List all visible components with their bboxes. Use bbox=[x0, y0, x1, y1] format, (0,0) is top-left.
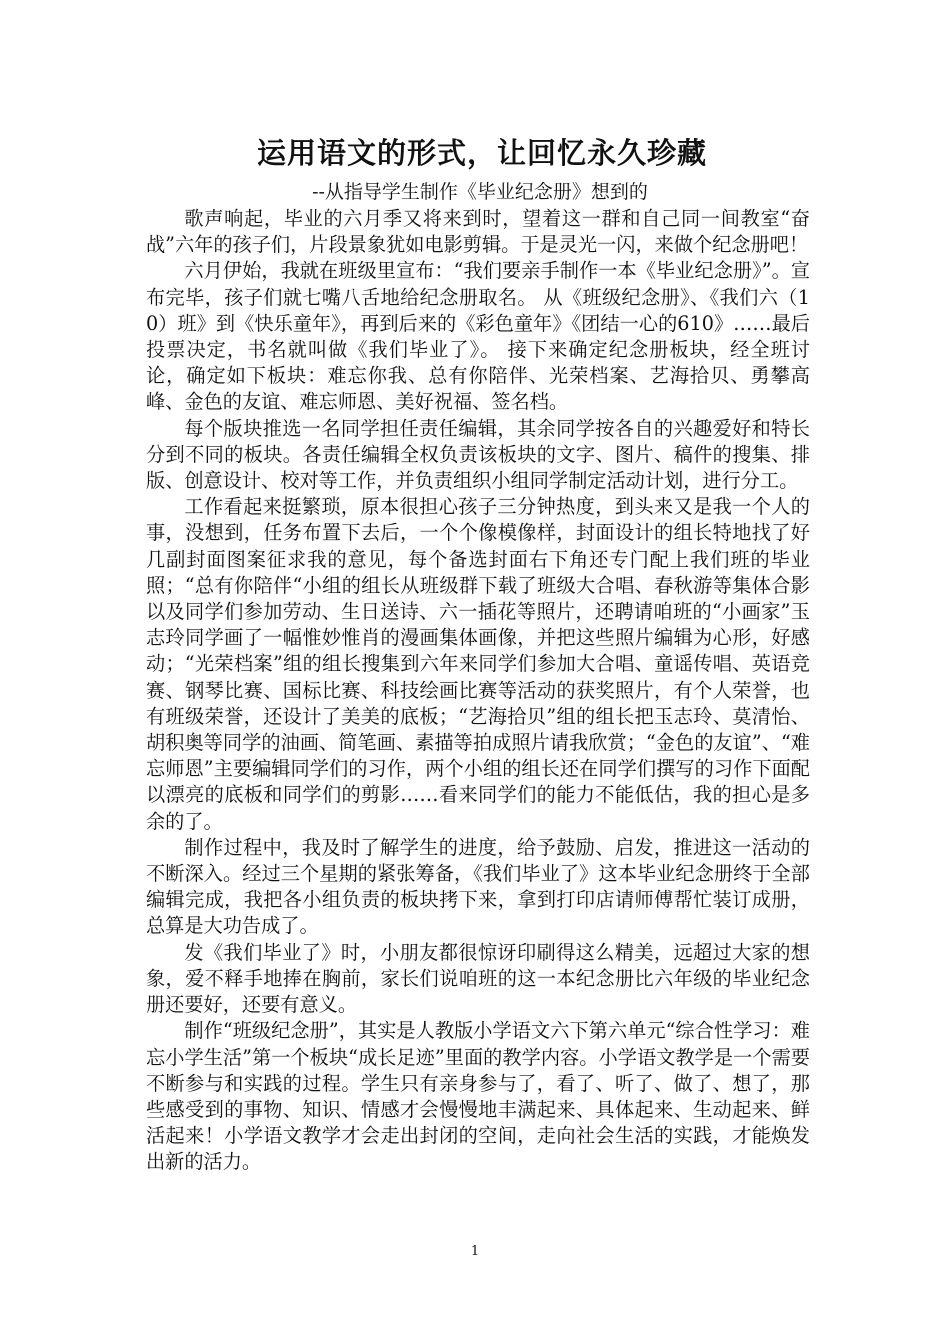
document-body bbox=[146, 128, 810, 1176]
paragraph: 制作“班级纪念册”，其实是人教版小学语文六下第六单元“综合性学习：难忘小学生活”第一个板块“成长足迹”里面的教学内容。小学语文教学是一个需要不断参与和实践的过程。学生只有亲身参与了，看了、听了、做了、想了，那些感受到的事物、知识、情感才会慢慢地丰满起来、具体起来、生动起来、鲜活起来！小学语文教学才会走出封闭的空间，走向社会生活的实践，才能焕发出新的活力。 bbox=[146, 1019, 810, 1174]
paragraph: 歌声响起，毕业的六月季又将来到时，望着这一群和自己同一间教室“奋战”六年的孩子们，片段景象犹如电影剪辑。于是灵光一闪，来做个纪念册吧！ bbox=[146, 207, 810, 257]
paragraph: 每个版块推选一名同学担任责任编辑，其余同学按各自的兴趣爱好和特长分到不同的板块。各责任编辑全权负责该板块的文字、图片、稿件的搜集、排版、创意设计、校对等工作，并负责组织小组同学制定活动计划，进行分工。 bbox=[146, 416, 810, 493]
page-number: 1 bbox=[470, 1244, 480, 1259]
paragraph: 制作过程中，我及时了解学生的进度，给予鼓励、启发，推进这一活动的不断深入。经过三个星期的紧张筹备，《我们毕业了》这本毕业纪念册终于全部编辑完成，我把各小组负责的板块拷下来，拿到打印店请师傅帮忙装订成册，总算是大功告成了。 bbox=[146, 835, 810, 938]
paragraph: 发《我们毕业了》时，小朋友都很惊讶印刷得这么精美，远超过大家的想象，爱不释手地捧在胸前，家长们说咱班的这一本纪念册比六年级的毕业纪念册还要好，还要有意义。 bbox=[146, 940, 810, 1017]
document-subtitle: --从指导学生制作《毕业纪念册》想到的 bbox=[312, 181, 648, 203]
paragraph: 六月伊始，我就在班级里宣布：“我们要亲手制作一本《毕业纪念册》”。宣布完毕，孩子们就七嘴八舌地给纪念册取名。 从《班级纪念册》、《我们六（10）班》到《快乐童年》，再到后来的《彩色童年》《团结一心的610》……最后投票决定，书名就叫做《我们毕业了》。 接下来确定纪念册板块，经全班讨论，确定如下板块：难忘你我、总有你陪伴、光荣档案、艺海拾贝、勇攀高峰、金色的友谊、难忘师恩、美好祝福、签名档。 bbox=[146, 259, 810, 414]
paragraph: 工作看起来挺繁琐，原本很担心孩子三分钟热度，到头来又是我一个人的事，没想到，任务布置下去后，一个个像模像样，封面设计的组长特地找了好几副封面图案征求我的意见，每个备选封面右下角还专门配上我们班的毕业照；“总有你陪伴“小组的组长从班级群下载了班级大合唱、春秋游等集体合影以及同学们参加劳动、生日送诗、六一插花等照片，还聘请咱班的“小画家”玉志玲同学画了一幅惟妙惟肖的漫画集体画像，并把这些照片编辑为心形，好感动；“光荣档案”组的组长搜集到六年来同学们参加大合唱、童谣传唱、英语竞赛、钢琴比赛、国标比赛、科技绘画比赛等活动的获奖照片，有个人荣誉，也有班级荣誉，还设计了美美的底板；“艺海拾贝”组的组长把玉志玲、莫清怡、胡积奥等同学的油画、简笔画、素描等拍成照片请我欣赏；“金色的友谊”、“难忘师恩”主要编辑同学们的习作，两个小组的组长还在同学们撰写的习作下面配以漂亮的底板和同学们的剪影……看来同学们的能力不能低估，我的担心是多余的了。 bbox=[146, 495, 810, 833]
document-title: 运用语文的形式，让回忆永久珍藏 bbox=[256, 136, 707, 170]
